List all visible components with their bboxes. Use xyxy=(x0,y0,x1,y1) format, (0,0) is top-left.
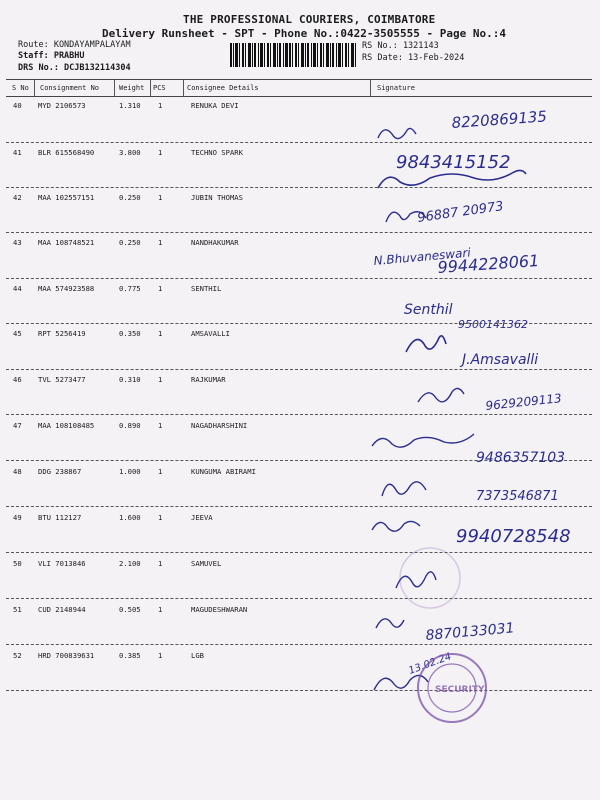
staff-label: Staff: PRABHU xyxy=(18,51,85,61)
row-consignment: CUD 2148944 xyxy=(38,605,86,614)
signature-scribble xyxy=(372,521,420,531)
row-consignee: LGB xyxy=(191,651,204,660)
handwritten-phone: 9629209113 xyxy=(484,391,563,413)
row-divider xyxy=(6,187,592,188)
row-divider xyxy=(6,323,592,324)
company-title: THE PROFESSIONAL COURIERS, COIMBATORE xyxy=(183,13,436,26)
row-weight: 1.000 xyxy=(119,467,141,476)
row-weight: 2.100 xyxy=(119,559,141,568)
row-sno: 50 xyxy=(13,559,22,568)
row-pcs: 1 xyxy=(158,513,163,522)
handwritten-phone: 96887 20973 xyxy=(416,199,505,226)
rs-number: RS No.: 1321143 xyxy=(362,41,439,51)
row-consignment: DDG 238867 xyxy=(38,467,82,476)
route-label: Route: KONDAYAMPALAYAM xyxy=(18,40,131,50)
row-pcs: 1 xyxy=(158,605,163,614)
col-header-details: Consignee Details xyxy=(187,84,259,92)
row-sno: 44 xyxy=(13,284,22,293)
row-divider xyxy=(6,232,592,233)
row-consignee: NAGADHARSHINI xyxy=(191,421,248,430)
row-pcs: 1 xyxy=(158,651,163,660)
runsheet-subtitle: Delivery Runsheet - SPT - Phone No.:0422-3505555 - Page No.:4 xyxy=(102,27,506,40)
row-consignee: RAJKUMAR xyxy=(191,375,226,384)
handwritten-phone: 8220869135 xyxy=(451,107,548,132)
row-pcs: 1 xyxy=(158,467,163,476)
row-sno: 46 xyxy=(13,375,22,384)
row-weight: 0.310 xyxy=(119,375,141,384)
row-weight: 0.890 xyxy=(119,421,141,430)
row-pcs: 1 xyxy=(158,284,163,293)
handwritten-name: Senthil xyxy=(404,302,453,318)
row-pcs: 1 xyxy=(158,421,163,430)
row-weight: 3.800 xyxy=(119,148,141,157)
row-consignment: TVL 5273477 xyxy=(38,375,86,384)
handwritten-name: N.Bhuvaneswari xyxy=(373,245,472,268)
row-consignment: MAA 574923588 xyxy=(38,284,95,293)
row-weight: 1.310 xyxy=(119,101,141,110)
row-pcs: 1 xyxy=(158,375,163,384)
row-pcs: 1 xyxy=(158,193,163,202)
faint-stamp xyxy=(400,548,460,608)
row-divider xyxy=(6,142,592,143)
handwritten-phone: 8870133031 xyxy=(424,620,516,644)
row-divider xyxy=(6,690,592,691)
signature-scribble xyxy=(418,388,464,402)
handwritten-phone: 9843415152 xyxy=(396,152,511,173)
row-pcs: 1 xyxy=(158,101,163,110)
row-weight: 0.505 xyxy=(119,605,141,614)
signature-scribble xyxy=(382,482,426,496)
row-sno: 43 xyxy=(13,238,22,247)
col-divider xyxy=(34,80,35,96)
col-header-pcs: PCS xyxy=(153,84,166,92)
row-divider xyxy=(6,552,592,553)
row-consignee: JUBIN THOMAS xyxy=(191,193,243,202)
col-header-sno: S No xyxy=(12,84,29,92)
row-sno: 48 xyxy=(13,467,22,476)
signature-scribble xyxy=(406,336,446,352)
row-sno: 40 xyxy=(13,101,22,110)
row-consignment: HRD 700839631 xyxy=(38,651,95,660)
signature-scribble xyxy=(376,619,404,628)
row-consignment: RPT 5256419 xyxy=(38,329,86,338)
handwritten-name: J.Amsavalli xyxy=(462,352,539,368)
handwritten-phone: 9940728548 xyxy=(456,526,571,547)
signature-scribble xyxy=(378,128,416,138)
table-top-rule xyxy=(6,79,592,80)
handwritten-phone: 9486357103 xyxy=(476,450,566,466)
row-consignee: KUNGUMA ABIRAMI xyxy=(191,467,256,476)
row-weight: 0.250 xyxy=(119,238,141,247)
row-consignment: MAA 108108485 xyxy=(38,421,95,430)
row-pcs: 1 xyxy=(158,559,163,568)
row-sno: 42 xyxy=(13,193,22,202)
col-divider xyxy=(183,80,184,96)
table-header-rule xyxy=(6,96,592,97)
row-consignee: MAGUDESHWARAN xyxy=(191,605,248,614)
signature-scribble xyxy=(372,434,474,447)
col-divider xyxy=(150,80,151,96)
row-consignment: MYD 2106573 xyxy=(38,101,86,110)
security-stamp xyxy=(418,654,486,722)
signature-scribble xyxy=(378,170,526,188)
row-consignment: MAA 108748521 xyxy=(38,238,95,247)
row-divider xyxy=(6,460,592,461)
barcode xyxy=(229,42,357,68)
row-consignment: VLI 7013846 xyxy=(38,559,86,568)
row-sno: 51 xyxy=(13,605,22,614)
signature-scribble xyxy=(396,572,436,588)
col-header-signature: Signature xyxy=(377,84,415,92)
row-consignee: RENUKA DEVI xyxy=(191,101,239,110)
row-sno: 47 xyxy=(13,421,22,430)
row-sno: 52 xyxy=(13,651,22,660)
row-consignment: MAA 102557151 xyxy=(38,193,95,202)
rs-date: RS Date: 13-Feb-2024 xyxy=(362,53,465,63)
handwritten-phone: 7373546871 xyxy=(476,489,559,504)
row-pcs: 1 xyxy=(158,148,163,157)
handwritten-note: 13.02.24 xyxy=(407,651,453,677)
drs-number: DRS No.: DCJB132114304 xyxy=(18,63,131,73)
row-divider xyxy=(6,644,592,645)
handwritten-phone: 9500141362 xyxy=(458,318,528,331)
row-pcs: 1 xyxy=(158,329,163,338)
row-consignee: SAMUVEL xyxy=(191,559,222,568)
row-weight: 0.775 xyxy=(119,284,141,293)
row-divider xyxy=(6,506,592,507)
handwritten-phone: 9944228061 xyxy=(436,250,540,277)
row-divider xyxy=(6,598,592,599)
row-consignee: TECHNO SPARK xyxy=(191,148,243,157)
row-consignment: BTU 112127 xyxy=(38,513,82,522)
row-consignee: NANDHAKUMAR xyxy=(191,238,239,247)
row-weight: 0.250 xyxy=(119,193,141,202)
row-consignment: BLR 615568490 xyxy=(38,148,95,157)
col-divider xyxy=(114,80,115,96)
row-consignee: AMSAVALLI xyxy=(191,329,230,338)
row-weight: 0.350 xyxy=(119,329,141,338)
row-pcs: 1 xyxy=(158,238,163,247)
signature-scribble xyxy=(386,212,426,222)
row-sno: 49 xyxy=(13,513,22,522)
col-header-weight: Weight xyxy=(119,84,145,92)
row-divider xyxy=(6,369,592,370)
row-sno: 45 xyxy=(13,329,22,338)
signature-scribble xyxy=(374,675,428,690)
row-weight: 0.385 xyxy=(119,651,141,660)
col-header-consignment: Consignment No xyxy=(40,84,100,92)
row-divider xyxy=(6,414,592,415)
row-weight: 1.600 xyxy=(119,513,141,522)
col-divider xyxy=(370,80,371,96)
stamp-text: SECURITY xyxy=(435,685,485,695)
row-sno: 41 xyxy=(13,148,22,157)
row-divider xyxy=(6,278,592,279)
row-consignee: JEEVA xyxy=(191,513,213,522)
row-consignee: SENTHIL xyxy=(191,284,222,293)
